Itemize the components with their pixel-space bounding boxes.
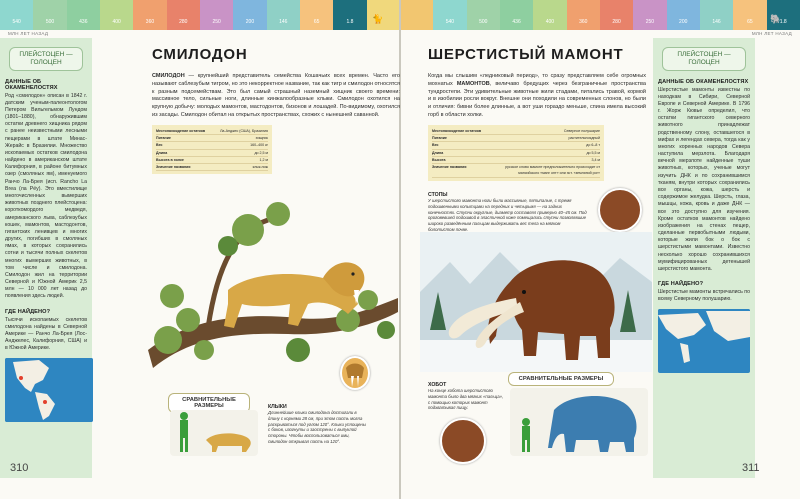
timeline-segment: 1.8 [333, 0, 366, 30]
where-text-left: Тысячи ископаемых скелетов смилодона найдены в Северной Америке — Ранчо Ла-Брея (Лос-Анджелес, Калифорния, США) и в Южной Америке. [5, 316, 87, 352]
timeline-segment: 360 [567, 0, 600, 30]
fact-key: Местонахождение остатков [432, 128, 482, 133]
fact-value: Ла-Анджес (США), Бразилия [220, 128, 268, 133]
fact-key: Высота [432, 157, 446, 162]
mammoth-title: ШЕРСТИСТЫЙ МАМОНТ [428, 46, 624, 63]
timeline-segment: 500 [467, 0, 500, 30]
fact-value: хищник [255, 136, 268, 141]
timeline-segment: 250 [633, 0, 666, 30]
smilodon-fang-inset [340, 356, 370, 390]
fact-value: до 2,5 м [254, 150, 268, 155]
mammoth-trunk-inset [440, 418, 486, 464]
fact-value: клык-нож [252, 165, 268, 170]
trunk-text: На конце хобота шерстистого мамонта было два мягких «пальца», с помощью которых мамонт подхватывал пищу. [428, 388, 504, 411]
timeline-segment: 436 [67, 0, 100, 30]
smilodon-name: СМИЛОДОН [152, 73, 185, 79]
timeline-segment: 250 [200, 0, 233, 30]
fact-row [432, 128, 600, 135]
fangs-callout [268, 404, 368, 445]
right-sidebar [653, 38, 755, 478]
fact-row [432, 142, 600, 149]
fact-row [156, 128, 268, 135]
period-tag-left: ПЛЕЙСТОЦЕН — ГОЛОЦЕН [9, 47, 83, 71]
mammoth-sizes-label: СРАВНИТЕЛЬНЫЕ РАЗМЕРЫ [508, 372, 614, 386]
smilodon-sizes-label: СРАВНИТЕЛЬНЫЕ РАЗМЕРЫ [168, 393, 250, 413]
fact-value: Северное полушарие [563, 128, 600, 133]
fossil-text-left: Род «смилодон» описан в 1842 г. датским ученым-палеонтологом Петером Вильгельмом Лундом (1801–1880), обнаружившим остатки древнего хищника рядом с ранее неизвестными лесными пещерами в штате Минас-Жерайс в Бразилии. Множество ископаемых остатков смилодона найдено в американском штате Калифорния, в районе битумных озер (смоляных ям), именуемого Ранчо Ла-Брея (исп. Rancho La Brea (ла Рёу). Это вместилище многочисленных вымерших животных позднего плейстоцена: короткомордого медведя, американского льва, саблезубых кошек, мамонтов, мастодонтов, гигантских ленивцев и многих других, погибших в смоляных ямах, в которых сохранились сотни и тысячи полных скелетов многих вымерших животных, в том числе и смилодона. Смилодон жил на территории Северной и Южной Америк 2,5 млн — 10 000 лет назад до появления здесь людей. [5, 92, 87, 300]
timeline-smilodon-icon: 🐈 [372, 14, 384, 24]
timeline-segment: 280 [600, 0, 633, 30]
fact-row [432, 157, 600, 164]
timeline-segment: 146 [267, 0, 300, 30]
fact-row [156, 150, 268, 157]
fact-key: Значение названия [432, 165, 467, 170]
fact-value: русское слово мамонт предположительно происходит от мансийского «манг онт» или эст. «земляной рог» [505, 165, 600, 176]
timeline-segment: 280 [167, 0, 200, 30]
fact-key: Питание [156, 136, 171, 141]
period-tag-right: ПЛЕЙСТОЦЕН — ГОЛОЦЕН [662, 47, 746, 71]
page-number-left: 310 [10, 462, 29, 474]
smilodon-section [152, 46, 400, 174]
fact-key: Длина [156, 150, 168, 155]
fact-key: Длина [432, 150, 444, 155]
mammoth-name: МАМОНТОВ [456, 80, 490, 87]
fact-row [156, 135, 268, 142]
timeline-segment: 540 [433, 0, 466, 30]
timeline-segment: 146 [700, 0, 733, 30]
timeline-segment: 540 [0, 0, 33, 30]
fossil-heading-right: ДАННЫЕ ОБ ОКАМЕНЕЛОСТЯХ [658, 78, 749, 85]
timeline-segment: 65 [300, 0, 333, 30]
trunk-heading: ХОБОТ [428, 382, 447, 388]
northern-hemisphere-map [658, 309, 750, 373]
fangs-text: Длиннейшие клыки смилодона достигали в длину с корнями 28 см, при этом пасть могла раскрываться под углом 120°. Клыки уплощены с боков, изогнуты и заострены с выпуклой стороны. Чтобы воспользоваться ими, смилодон открывал пасть на 120°. [268, 410, 366, 444]
smilodon-size-comparison [170, 410, 258, 456]
timeline-segment: 500 [33, 0, 66, 30]
fact-value: 160–400 кг [250, 143, 268, 148]
fact-value: растительноядный [568, 136, 600, 141]
where-text-right: Шерстистые мамонты встречались по всему Северному полушарию. [658, 289, 750, 303]
smilodon-title: СМИЛОДОН [152, 46, 248, 63]
fact-row [432, 135, 600, 142]
timeline-segment [400, 0, 433, 30]
fact-key: Вес [432, 143, 439, 148]
page-number-right: 311 [742, 462, 760, 474]
fact-key: Местонахождение остатков [156, 128, 206, 133]
timeline-segment: 1.8 [767, 0, 800, 30]
timeline-mammoth-icon: 🐘 [770, 14, 782, 24]
fossil-heading-left: ДАННЫЕ ОБ ОКАМЕНЕЛОСТЯХ [5, 78, 58, 91]
smilodon-text-body: — крупнейший представитель семейства Кошачьих всех времен. Часто его называют саблезубым тигром, но это некорректное название, так как тигр и смилодон относятся к разным подсемействам. Это был самый страшный наземный хищник своего времени: массивное тело, сильные ноги, длинные кинжалообразные клыки. Смилодон охотился на крупную добычу: молодых мамонтов, мастодонтов, бизонов и лошадей. По-видимому, охотился из засады. Смилодон обитал на открытых пространствах, схожих с нынешней саванной. [152, 73, 400, 118]
mammoth-foot-inset [598, 188, 642, 232]
fact-row [432, 150, 600, 157]
mammoth-text [428, 73, 646, 120]
timeline-segment: 436 [500, 0, 533, 30]
timeline-segment: 400 [100, 0, 133, 30]
timeline-segment: 360 [133, 0, 166, 30]
fact-key: Питание [432, 136, 447, 141]
fact-key: Высота в холке [156, 157, 184, 162]
smilodon-facts-table [152, 125, 272, 175]
smilodon-illustration [148, 200, 398, 370]
mammoth-illustration [420, 232, 652, 372]
fact-value: 3,4 м [591, 157, 600, 162]
mammoth-text-after: , величаво бредущих через безграничные пространства тундростепи. Эти удивительные животные жили стадами, питались травой, кормой и в изобилии росли вокруг. Внешне они походили на современных слонов, но были и отличия: бивни более длинные, а вот уши гораздо меньше, спина имела высокий горб в области холки. [428, 80, 646, 118]
fact-row [432, 164, 600, 178]
feet-callout [428, 192, 588, 233]
timeline-segment: 400 [533, 0, 566, 30]
left-sidebar [0, 38, 92, 478]
fact-row [156, 164, 268, 171]
timeline-caption-left: МЛН ЛЕТ НАЗАД [8, 31, 49, 36]
mammoth-facts-table [428, 125, 604, 181]
fact-key: Вес [156, 143, 163, 148]
fact-row [156, 142, 268, 149]
americas-map [5, 358, 93, 422]
timeline-caption-right: МЛН ЛЕТ НАЗАД [751, 31, 792, 36]
fact-row [156, 157, 268, 164]
fact-value: до 6–8 т [586, 143, 600, 148]
fact-value: 1,2 м [259, 157, 268, 162]
feet-text: У шерстистого мамонта ноги были массивные, пятипалые, с тремя подошвенными копытцами на передних и четырьмя — на задних конечностях. Ступни округлые, диаметр составлял примерно 40–45 см. Под ороговевшей подошвой в эластичной коже помещались ступни позволявшие широко разведённым пальцам выдерживать вес тела на мягком болотистом почве. [428, 198, 587, 232]
mammoth-section [428, 46, 646, 181]
mammoth-size-comparison [510, 388, 648, 456]
fact-key: Значение названия [156, 165, 191, 170]
fact-value: до 5,5 м [586, 150, 600, 155]
mammoth-text-before: Когда мы слышим «ледниковый период», то сразу представляем себе огромных мохнатых [428, 73, 646, 87]
trunk-callout [428, 382, 506, 411]
timeline-segment: 200 [233, 0, 266, 30]
fangs-heading: КЛЫКИ [268, 404, 287, 410]
smilodon-text [152, 73, 400, 120]
fossil-text-right: Шерстистые мамонты известны по находкам в Сибири, Северной Европе и Северной Америке. В 1796 г. Жорж Кювье определил, что остатки гигантского северного животного принадлежат родственному слону, оставшегося в мифах и легендах севера, тогда как у многих коренных народов Севера наступила мерзлота. Благодаря вечной мерзлоте найденные туши животных, которых, ученые могут изучить ДНК и по сохранившимся тканям, внутри которых сохранились все органы, кожа, шерсть и содержимое желудка. Шерсть, глаза, мышцы, кожа, кровь и даже ДНК — все это доступно для изучения. Кроме остатков мамонтов найдено изображения на стенах пещер, сделанные первобытными людьми, которые жили бок о бок с шерстистыми мамонтами. Известно несколько хорошо сохранившихся мумифицированных детенышей шерстистого мамонта. [658, 86, 750, 272]
where-heading-left: ГДЕ НАЙДЕНО? [5, 308, 51, 315]
feet-heading: СТОПЫ [428, 192, 448, 198]
where-heading-right: ГДЕ НАЙДЕНО? [658, 281, 704, 288]
timeline-segment: 65 [733, 0, 766, 30]
timeline-segment: 200 [667, 0, 700, 30]
